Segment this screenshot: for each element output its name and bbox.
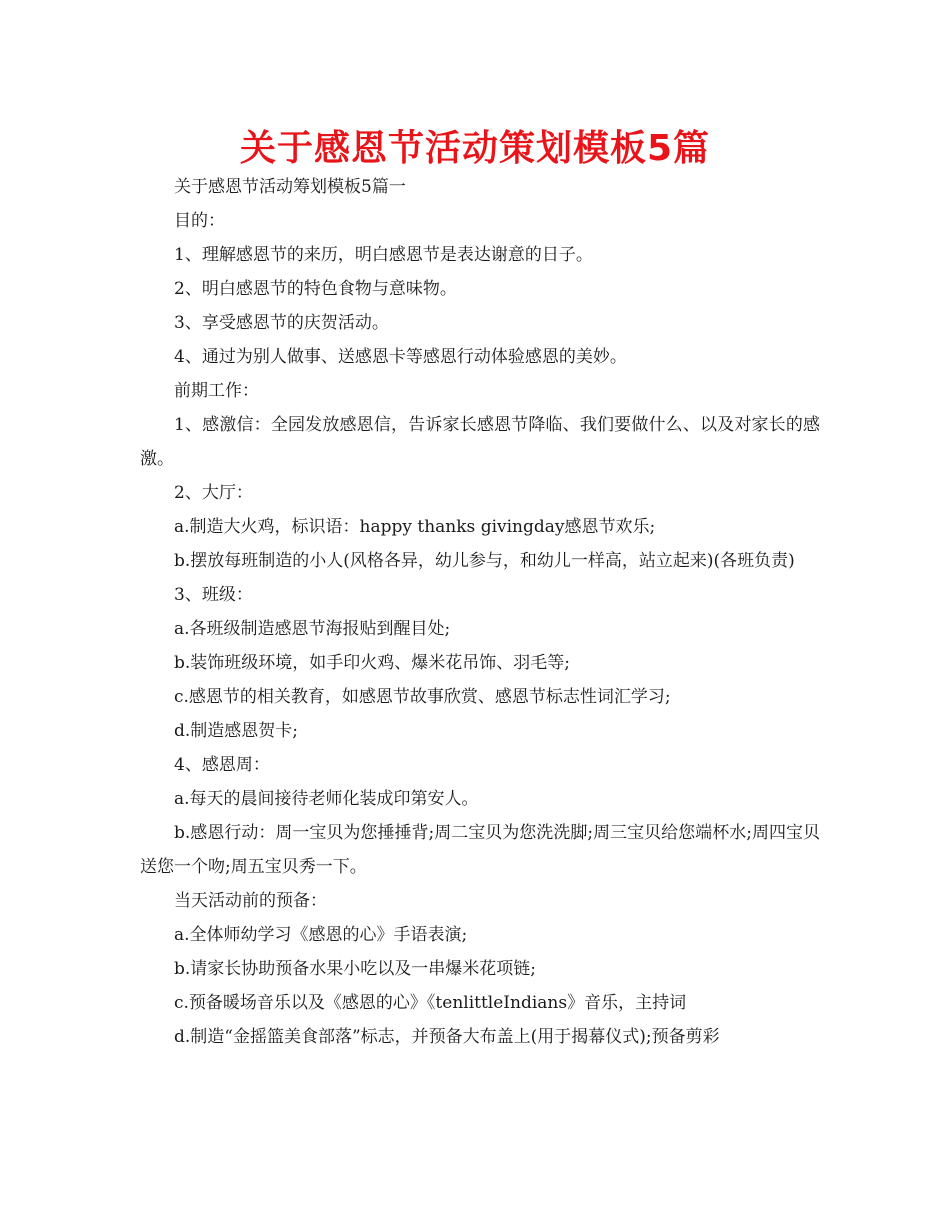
paragraph: 前期工作：: [174, 381, 259, 401]
paragraph: 3、班级：: [174, 585, 253, 605]
paragraph: b.装饰班级环境，如手印火鸡、爆米花吊饰、羽毛等;: [174, 653, 571, 673]
paragraph: 4、感恩周：: [174, 755, 270, 775]
paragraph: 1、感激信：全园发放感恩信，告诉家长感恩节降临、我们要做什么、以及对家长的感激。: [140, 415, 820, 469]
paragraph: a.每天的晨间接待老师化装成印第安人。: [174, 789, 479, 809]
paragraph: 4、通过为别人做事、送感恩卡等感恩行动体验感恩的美妙。: [174, 347, 627, 367]
paragraph: 2、明白感恩节的特色食物与意味物。: [174, 279, 457, 299]
paragraph: d.制造“金摇篮美食部落”标志，并预备大布盖上(用于揭幕仪式);预备剪彩: [174, 1027, 720, 1047]
paragraph: c.感恩节的相关教育，如感恩节故事欣赏、感恩节标志性词汇学习;: [174, 687, 671, 707]
paragraph: c.预备暖场音乐以及《感恩的心》《tenlittleIndians》音乐，主持词: [174, 993, 687, 1013]
paragraph: a.制造大火鸡，标识语：happy thanks givingday感恩节欢乐;: [174, 517, 656, 537]
paragraph: d.制造感恩贺卡;: [174, 721, 299, 741]
paragraph: 2、大厅：: [174, 483, 253, 503]
document-body: [140, 170, 820, 1054]
paragraph: 当天活动前的预备：: [174, 891, 327, 911]
paragraph: b.摆放每班制造的小人(风格各异，幼儿参与，和幼儿一样高，站立起来)(各班负责): [174, 551, 795, 571]
paragraph: a.全体师幼学习《感恩的心》手语表演;: [174, 925, 468, 945]
paragraph: b.感恩行动：周一宝贝为您捶捶背;周二宝贝为您洗洗脚;周三宝贝给您端杯水;周四宝贝送您一个吻;周五宝贝秀一下。: [140, 823, 820, 877]
paragraph: 关于感恩节活动筹划模板5篇一: [174, 177, 406, 197]
paragraph: 1、理解感恩节的来历，明白感恩节是表达谢意的日子。: [174, 245, 593, 265]
paragraph: b.请家长协助预备水果小吃以及一串爆米花项链;: [174, 959, 537, 979]
document-title: 关于感恩节活动策划模板5篇: [239, 128, 711, 169]
paragraph: 目的：: [174, 211, 225, 231]
paragraph: a.各班级制造感恩节海报贴到醒目处;: [174, 619, 451, 639]
paragraph: 3、享受感恩节的庆贺活动。: [174, 313, 389, 333]
